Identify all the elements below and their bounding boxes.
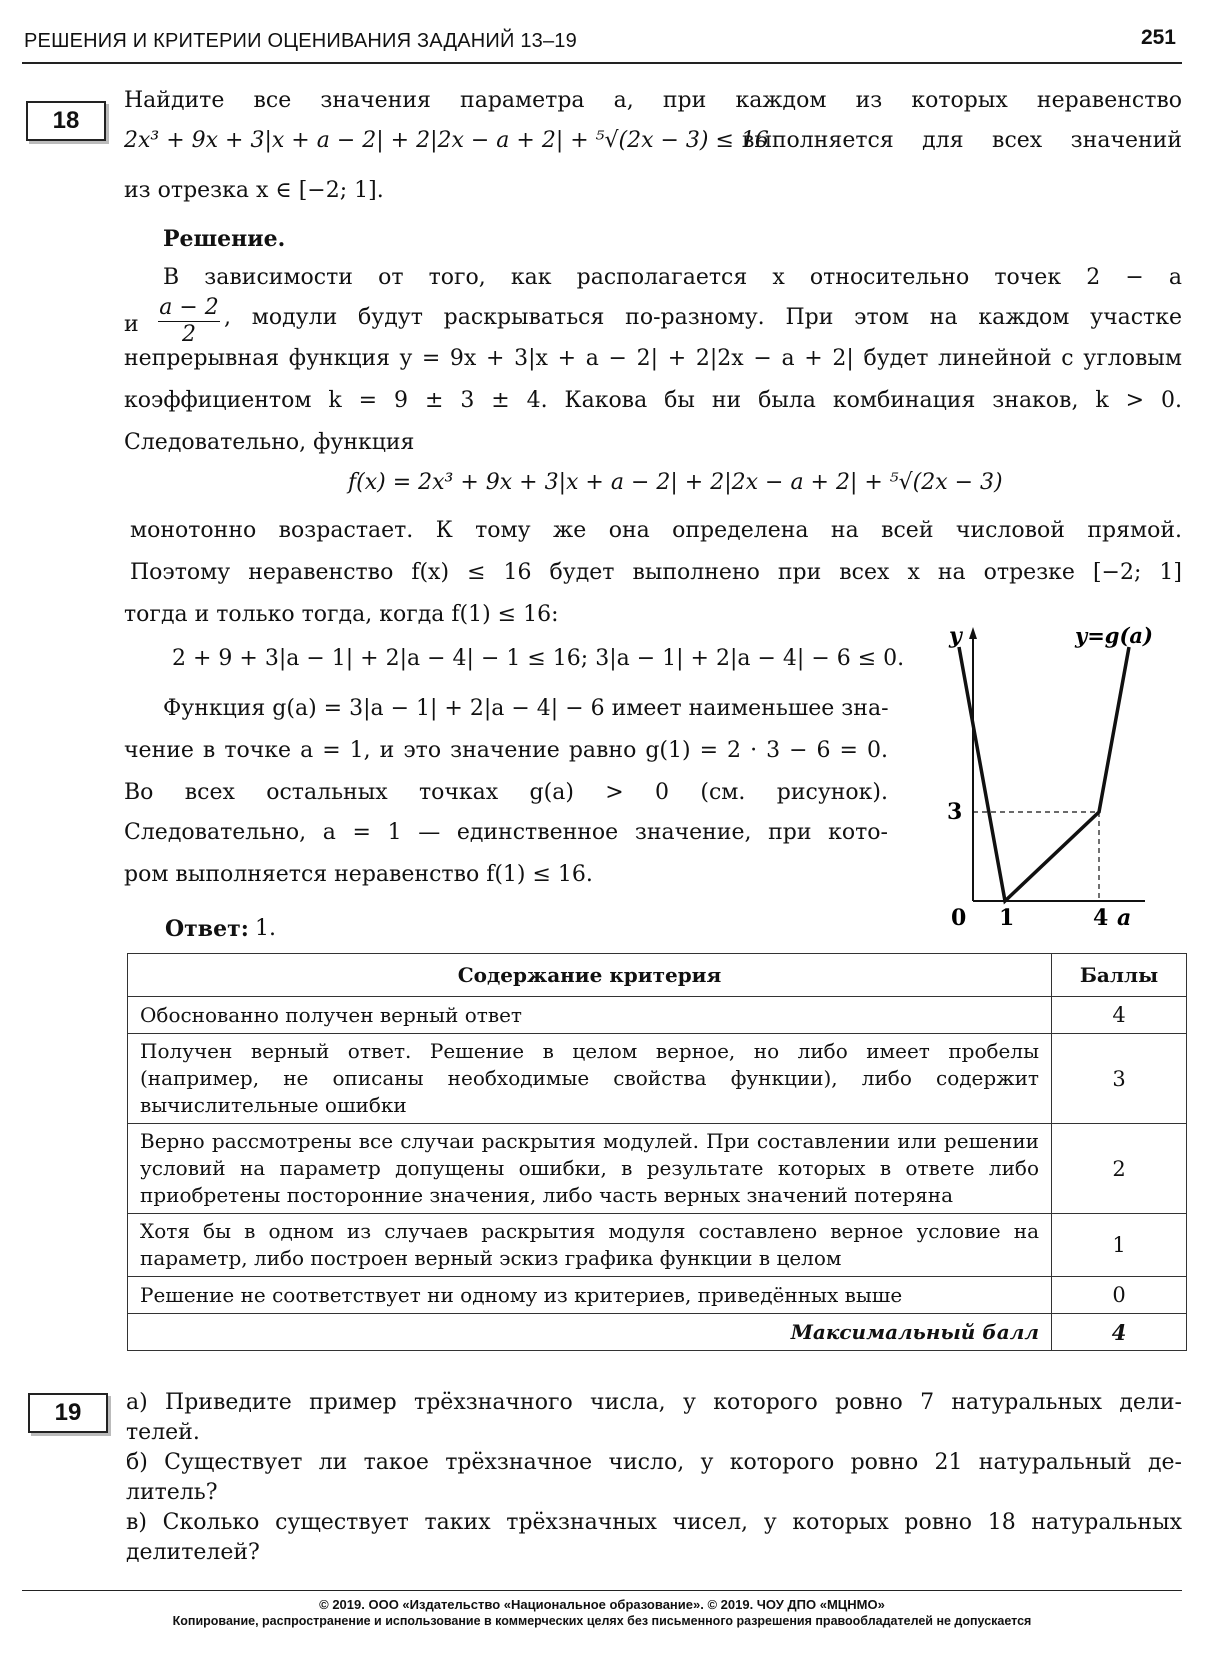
task19-part-c-line2: делителей? [126, 1540, 260, 1565]
task-number-badge: 19 [28, 1393, 108, 1433]
task18-inequality: 2x³ + 9x + 3|x + a − 2| + 2|2x − a + 2| + ⁵√(2x − 3) ≤ 16 [124, 128, 769, 153]
criterion-score: 2 [1052, 1124, 1187, 1214]
table-row [128, 1034, 1187, 1124]
task-number-badge: 18 [26, 101, 106, 141]
solution-line2-i: и [124, 312, 139, 337]
criterion-text: Хотя бы в одном из случаев раскрытия модуля составлено верное условие на параметр, либо построен верный эскиз графика функции в целом [128, 1214, 1052, 1277]
answer-label: Ответ: [165, 916, 249, 942]
task18-statement-line2: выполняется для всех значений [742, 128, 1182, 153]
x-axis-label: a [1117, 905, 1132, 930]
tick-0: 0 [951, 905, 967, 930]
criterion-text: Решение не соответствует ни одному из критериев, приведённых выше [128, 1277, 1052, 1314]
solution-line3: непрерывная функция y = 9x + 3|x + a − 2| + 2|2x − a + 2| будет линейной с угловым [124, 346, 1182, 371]
criteria-header-score: Баллы [1052, 954, 1187, 997]
tick-3: 3 [947, 799, 963, 825]
solution-line4: коэффициентом k = 9 ± 3 ± 4. Какова бы ни была комбинация знаков, k > 0. [124, 388, 1182, 413]
solution-line10: Функция g(a) = 3|a − 1| + 2|a − 4| − 6 имеет наименьшее зна- [163, 696, 889, 721]
criteria-table [127, 953, 1187, 1351]
max-score-label: Максимальный балл [128, 1314, 1052, 1351]
solution-line12: Во всех остальных точках g(a) > 0 (см. рисунок). [124, 780, 888, 805]
criteria-header-content: Содержание критерия [128, 954, 1052, 997]
table-row [128, 997, 1187, 1034]
solution-line14: ром выполняется неравенство f(1) ≤ 16. [124, 862, 593, 887]
tick-4: 4 [1093, 905, 1109, 930]
criterion-score: 3 [1052, 1034, 1187, 1124]
graph-g-of-a [935, 625, 1175, 930]
solution-line6: монотонно возрастает. К тому же она определена на всей числовой прямой. [130, 518, 1182, 543]
task19-part-c-line1: в) Сколько существует таких трёхзначных чисел, у которых ровно 18 натуральных [126, 1510, 1182, 1535]
section-title: РЕШЕНИЯ И КРИТЕРИИ ОЦЕНИВАНИЯ ЗАДАНИЙ 13–19 [24, 30, 577, 52]
task18-statement-line3: из отрезка x ∈ [−2; 1]. [124, 178, 384, 203]
solution-line9: 2 + 9 + 3|a − 1| + 2|a − 4| − 1 ≤ 16; 3|a − 1| + 2|a − 4| − 6 ≤ 0. [172, 646, 905, 671]
copyright-line: © 2019. ООО «Издательство «Национальное образование». © 2019. ЧОУ ДПО «МЦНМО» [319, 1597, 885, 1612]
table-row [128, 1124, 1187, 1214]
function-formula: f(x) = 2x³ + 9x + 3|x + a − 2| + 2|2x − a + 2| + ⁵√(2x − 3) [348, 470, 1003, 495]
criterion-text: Получен верный ответ. Решение в целом верное, но либо имеет пробелы (например, не описаны необходимые свойства функции), либо содержит вычислительные ошибки [128, 1034, 1052, 1124]
solution-line2: , модули будут раскрываться по-разному. При этом на каждом участке [224, 305, 1182, 330]
y-axis-arrow-icon [969, 627, 977, 639]
task19-part-a-line2: телей. [126, 1420, 200, 1445]
fraction-denominator: 2 [182, 322, 196, 347]
criterion-score: 0 [1052, 1277, 1187, 1314]
copyright-footer [22, 1590, 1182, 1628]
page-header [22, 26, 1182, 64]
solution-line7: Поэтому неравенство f(x) ≤ 16 будет выполнено при всех x на отрезке [−2; 1] [130, 560, 1182, 585]
license-line: Копирование, распространение и использование в коммерческих целях без письменного разрешения правообладателей не допускается [172, 1614, 1032, 1628]
g-of-a-curve [959, 647, 1129, 901]
task18-statement-line1: Найдите все значения параметра a, при каждом из которых неравенство [124, 88, 1182, 113]
solution-line13: Следовательно, a = 1 — единственное значение, при кото- [124, 820, 888, 845]
y-axis-label: y [949, 625, 962, 649]
fraction [158, 295, 220, 348]
page-number: 251 [1140, 26, 1176, 49]
fraction-numerator: a − 2 [159, 295, 219, 320]
tick-1: 1 [999, 905, 1015, 930]
criterion-score: 1 [1052, 1214, 1187, 1277]
task19-part-a-line1: а) Приведите пример трёхзначного числа, у которого ровно 7 натуральных дели- [126, 1390, 1182, 1415]
criterion-text: Верно рассмотрены все случаи раскрытия модулей. При составлении или решении условий на параметр допущены ошибки, в результате которых в ответе либо приобретены посторонние значения, либо часть верных значений потеряна [128, 1124, 1052, 1214]
solution-label: Решение. [163, 226, 286, 252]
task19-part-b-line1: б) Существует ли такое трёхзначное число, у которого ровно 21 натуральный де- [126, 1450, 1182, 1475]
function-label: y=g(a) [1075, 625, 1153, 648]
solution-line8: тогда и только тогда, когда f(1) ≤ 16: [124, 602, 559, 627]
table-row [128, 1214, 1187, 1277]
table-row [128, 1277, 1187, 1314]
criterion-score: 4 [1052, 997, 1187, 1034]
answer-value: 1. [255, 916, 276, 941]
solution-line1: В зависимости от того, как располагается x относительно точек 2 − a [163, 265, 1182, 290]
solution-line5: Следовательно, функция [124, 430, 415, 455]
max-score-value: 4 [1052, 1314, 1187, 1351]
criteria-header-row [128, 954, 1187, 997]
solution-line11: чение в точке a = 1, и это значение равно g(1) = 2 · 3 − 6 = 0. [124, 738, 888, 763]
max-score-row [128, 1314, 1187, 1351]
criterion-text: Обоснованно получен верный ответ [128, 997, 1052, 1034]
task19-part-b-line2: литель? [126, 1480, 218, 1505]
